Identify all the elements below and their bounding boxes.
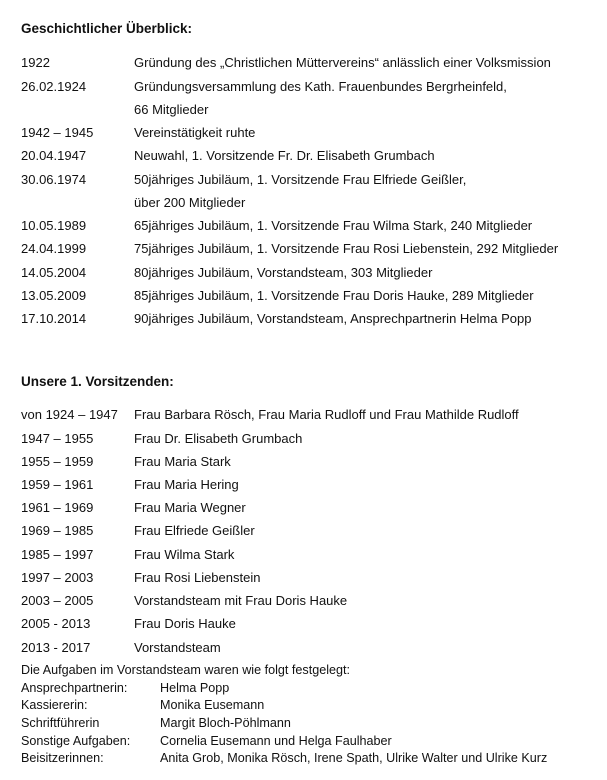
history-date: 14.05.2004: [21, 265, 87, 280]
chair-name: Vorstandsteam mit Frau Doris Hauke: [134, 593, 348, 608]
history-text: Gründungsversammlung des Kath. Frauenbundes Bergrheinfeld,: [134, 79, 507, 94]
chair-period: 1961 – 1969: [21, 500, 94, 515]
history-date: 26.02.1924: [21, 79, 87, 94]
history-date: 24.04.1999: [21, 241, 87, 256]
chair-name: Frau Dr. Elisabeth Grumbach: [134, 431, 303, 446]
chair-period: 1955 – 1959: [21, 454, 94, 469]
chair-name: Frau Barbara Rösch, Frau Maria Rudloff und Frau Mathilde Rudloff: [134, 407, 519, 422]
chair-name: Vorstandsteam: [134, 640, 221, 655]
chair-name: Frau Rosi Liebenstein: [134, 570, 261, 585]
chair-name: Frau Maria Hering: [134, 477, 239, 492]
chair-period: 1969 – 1985: [21, 523, 94, 538]
chair-period: von 1924 – 1947: [21, 407, 118, 422]
chair-period: 1997 – 2003: [21, 570, 94, 585]
history-date: 1922: [21, 55, 50, 70]
history-text: 80jähriges Jubiläum, Vorstandsteam, 303 Mitglieder: [134, 265, 433, 280]
team-person: Margit Bloch-Pöhlmann: [160, 716, 291, 730]
history-text: 85jähriges Jubiläum, 1. Vorsitzende Frau Doris Hauke, 289 Mitglieder: [134, 288, 534, 303]
team-role: Kassiererin:: [21, 698, 88, 712]
history-date: 13.05.2009: [21, 288, 87, 303]
history-date: 10.05.1989: [21, 218, 87, 233]
team-role: Schriftführerin: [21, 716, 100, 730]
history-text: 90jähriges Jubiläum, Vorstandsteam, Ansprechpartnerin Helma Popp: [134, 311, 532, 326]
history-text: 50jähriges Jubiläum, 1. Vorsitzende Frau Elfriede Geißler,: [134, 172, 467, 187]
history-date: 30.06.1974: [21, 172, 87, 187]
chair-name: Frau Elfriede Geißler: [134, 523, 255, 538]
chair-period: 2005 - 2013: [21, 616, 91, 631]
chair-period: 1959 – 1961: [21, 477, 94, 492]
team-role: Ansprechpartnerin:: [21, 681, 128, 695]
team-role: Beisitzerinnen:: [21, 751, 104, 765]
chair-period: 2003 – 2005: [21, 593, 94, 608]
history-text: Neuwahl, 1. Vorsitzende Fr. Dr. Elisabeth Grumbach: [134, 148, 435, 163]
history-heading: Geschichtlicher Überblick:: [21, 21, 193, 36]
team-person: Anita Grob, Monika Rösch, Irene Spath, Ulrike Walter und Ulrike Kurz: [160, 751, 548, 765]
team-intro: Die Aufgaben im Vorstandsteam waren wie folgt festgelegt:: [21, 663, 351, 677]
chair-period: 2013 - 2017: [21, 640, 91, 655]
team-person: Monika Eusemann: [160, 698, 265, 712]
history-date: 1942 – 1945: [21, 125, 94, 140]
history-text: 75jähriges Jubiläum, 1. Vorsitzende Frau Rosi Liebenstein, 292 Mitglieder: [134, 241, 559, 256]
chair-period: 1947 – 1955: [21, 431, 94, 446]
history-text: Vereinstätigkeit ruhte: [134, 125, 256, 140]
chair-name: Frau Maria Wegner: [134, 500, 246, 515]
history-date: 20.04.1947: [21, 148, 87, 163]
chair-name: Frau Maria Stark: [134, 454, 231, 469]
chairs-heading: Unsere 1. Vorsitzenden:: [21, 374, 174, 389]
chair-name: Frau Doris Hauke: [134, 616, 236, 631]
chair-period: 1985 – 1997: [21, 547, 94, 562]
history-text: 66 Mitglieder: [134, 102, 209, 117]
history-date: 17.10.2014: [21, 311, 87, 326]
team-person: Cornelia Eusemann und Helga Faulhaber: [160, 734, 392, 748]
chair-name: Frau Wilma Stark: [134, 547, 235, 562]
history-text: 65jähriges Jubiläum, 1. Vorsitzende Frau Wilma Stark, 240 Mitglieder: [134, 218, 533, 233]
history-text: über 200 Mitglieder: [134, 195, 246, 210]
history-text: Gründung des „Christlichen Müttervereins“ anlässlich einer Volksmission: [134, 55, 551, 70]
team-role: Sonstige Aufgaben:: [21, 734, 131, 748]
team-person: Helma Popp: [160, 681, 230, 695]
